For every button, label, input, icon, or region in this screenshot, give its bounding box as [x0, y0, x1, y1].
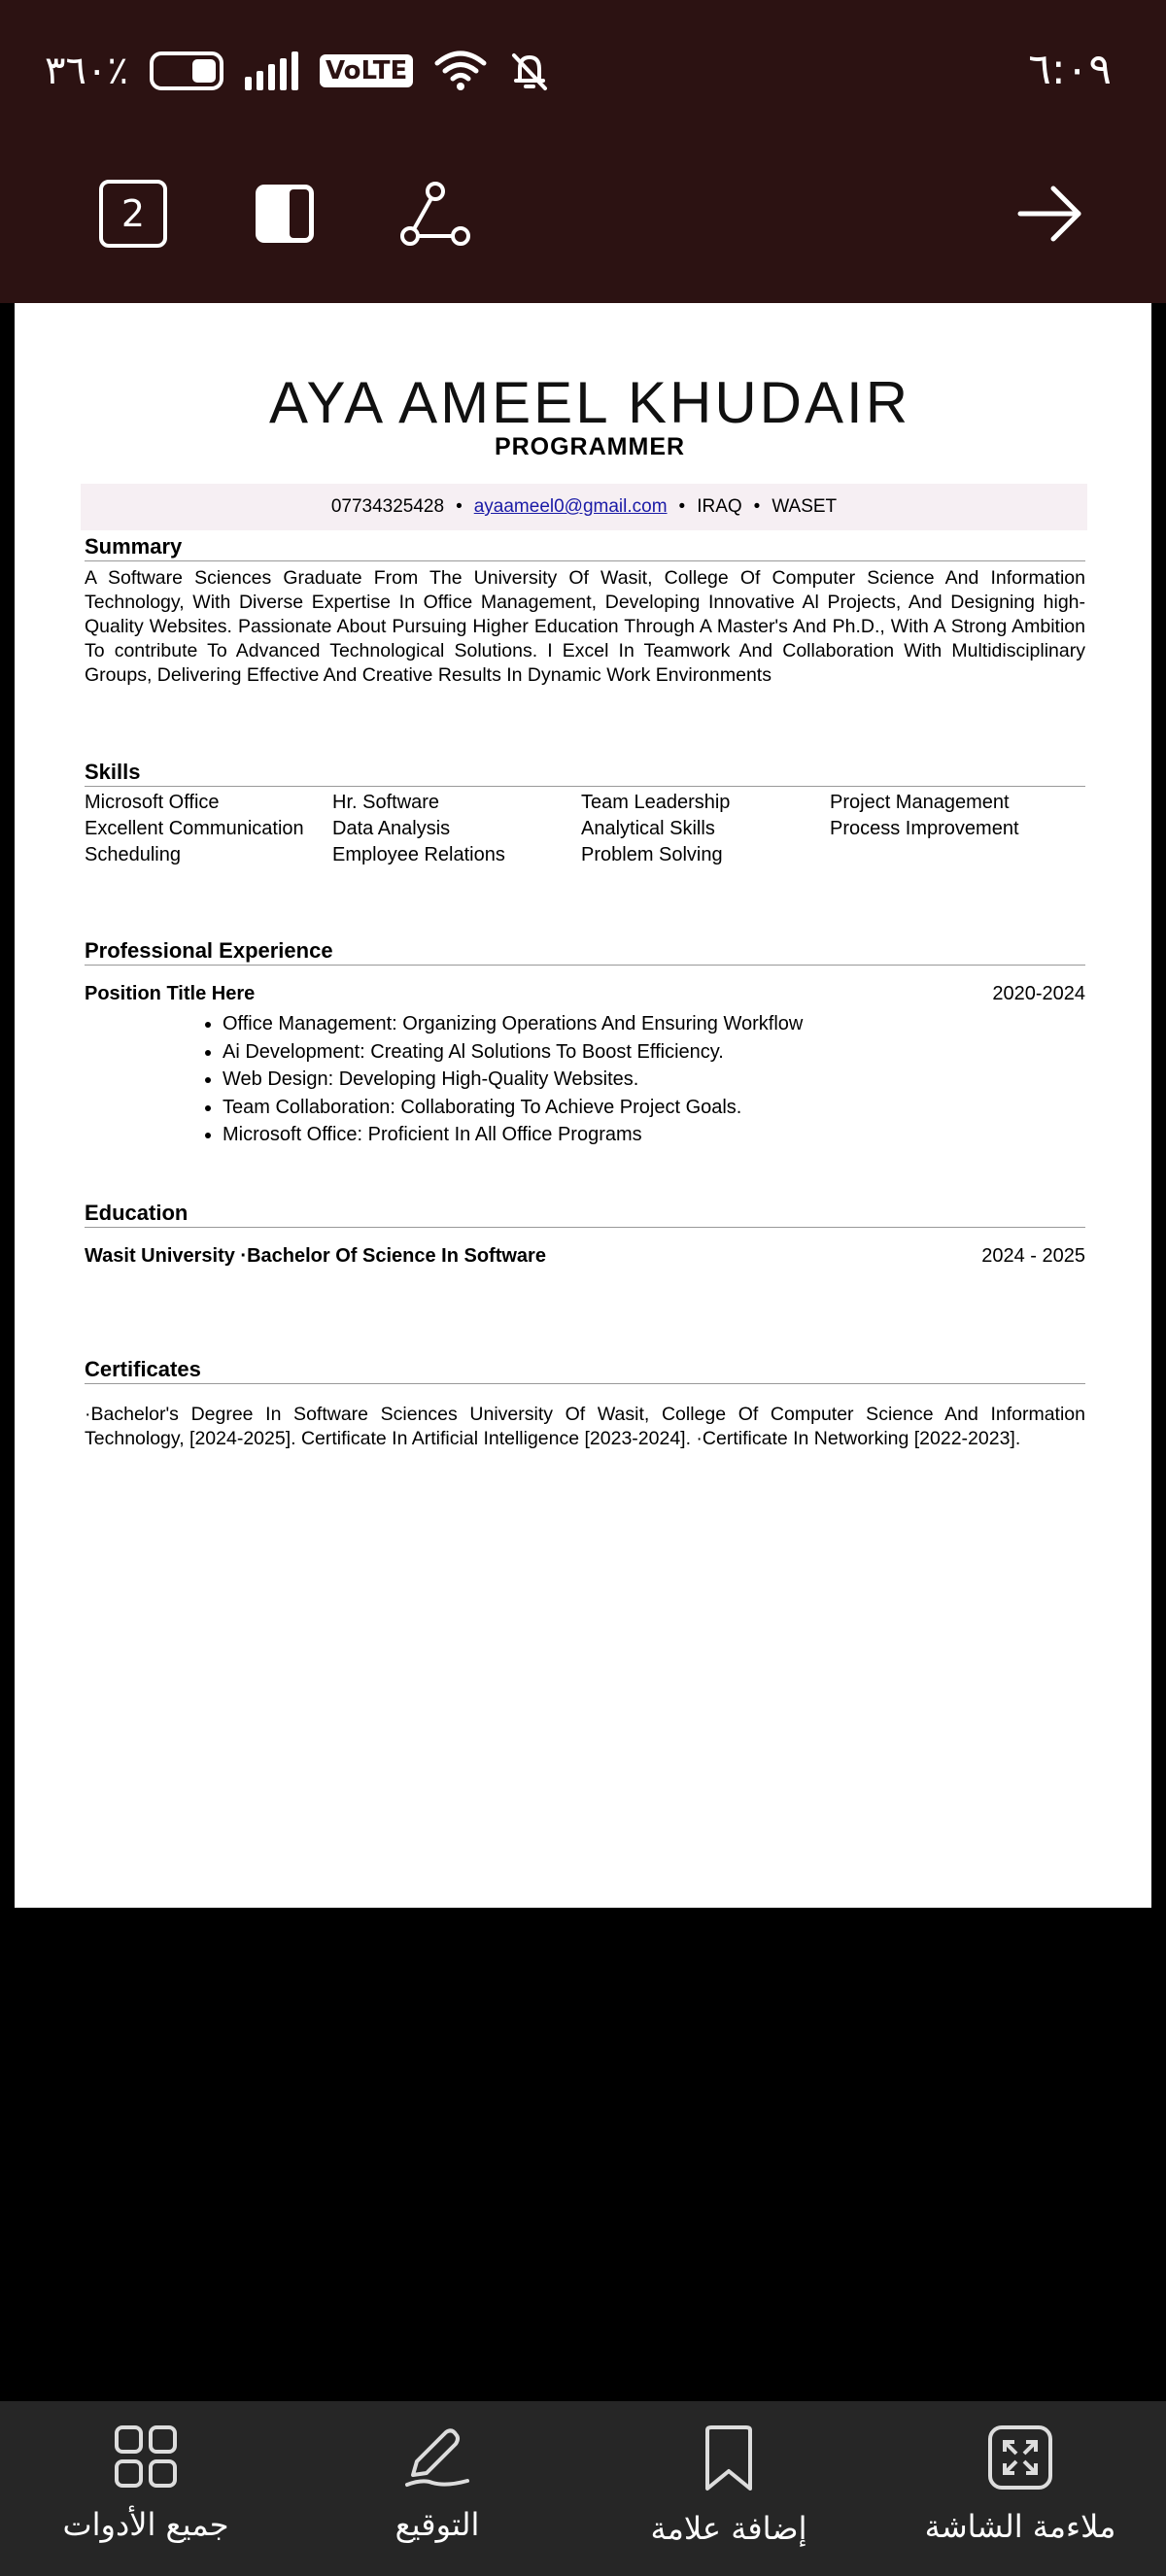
- experience-heading: Professional Experience: [85, 938, 1085, 966]
- battery-icon: [150, 51, 223, 90]
- skill-item: Problem Solving: [581, 844, 723, 865]
- contact-country: IRAQ: [697, 496, 742, 517]
- education-row: [85, 1245, 1085, 1268]
- layout-icon: [253, 182, 317, 246]
- document-toolbar: [0, 175, 1166, 253]
- contact-email-link[interactable]: ayaameel0@gmail.com: [473, 496, 668, 517]
- wifi-icon: [434, 50, 487, 92]
- top-bar: [0, 0, 1166, 303]
- clock: ٦:٠٩: [1028, 45, 1112, 94]
- experience-row: [85, 983, 1085, 1005]
- skill-item: Process Improvement: [830, 818, 1019, 839]
- page-count-icon: 2: [99, 180, 167, 248]
- education-years: 2024 - 2025: [981, 1245, 1085, 1267]
- nav-add-bookmark[interactable]: [632, 2401, 826, 2576]
- contact-bar: [81, 484, 1087, 530]
- nav-label: جميع الأدوات: [62, 2506, 229, 2543]
- forward-button[interactable]: [1014, 175, 1086, 253]
- list-item: • Office Management: Organizing Operations And Ensuring Workflow: [223, 1010, 803, 1038]
- page-count-button[interactable]: [97, 175, 169, 253]
- skill-item: Project Management: [830, 792, 1010, 813]
- skill-item: Excellent Communication: [85, 818, 304, 839]
- skill-item: Analytical Skills: [581, 818, 715, 839]
- nav-signature[interactable]: [340, 2401, 534, 2576]
- volte-badge: VoLTE: [320, 54, 413, 87]
- contact-separator: •: [678, 496, 686, 517]
- certificates-text: ·Bachelor's Degree In Software Sciences University Of Wasit, College Of Computer Science And Information Technology, [2024-2025]. Certificate In Artificial Intelligence [2023-2024]. ·Certificate In Networking [2022-2023].: [85, 1404, 1085, 1449]
- skill-item: Data Analysis: [332, 818, 451, 839]
- bottom-navigation: [0, 2401, 1166, 2576]
- fit-screen-icon: [987, 2424, 1053, 2491]
- contact-separator: •: [753, 496, 761, 517]
- list-item: • Microsoft Office: Proficient In All Office Programs: [223, 1121, 803, 1149]
- summary-text: A Software Sciences Graduate From The University Of Wasit, College Of Computer Science And Information Technology, With Diverse Expertise In Office Management, Developing Innovative Al Projects, And Designing high-Quality Websites. Passionate About Pursuing Higher Education Through A Master's And Ph.D., With A Strong Ambition To contribute To Advanced Technological Solutions. I Excel In Teamwork And Collaboration With Multidisciplinary Groups, Delivering Effective And Creative Results In Dynamic Work Environments: [85, 567, 1085, 686]
- nav-label: إضافة علامة: [650, 2510, 807, 2547]
- contact-separator: •: [456, 496, 463, 517]
- status-bar: [0, 0, 1166, 146]
- pen-icon: [403, 2424, 471, 2489]
- forward-arrow-icon: [1016, 185, 1084, 243]
- skill-item: Team Leadership: [581, 792, 731, 813]
- skill-item: Microsoft Office: [85, 792, 220, 813]
- share-button[interactable]: [398, 175, 472, 253]
- skill-item: Hr. Software: [332, 792, 440, 813]
- education-degree: Wasit University ·Bachelor Of Science In Software: [85, 1245, 546, 1267]
- skill-item: Employee Relations: [332, 844, 505, 865]
- document-page[interactable]: [15, 303, 1151, 1908]
- share-icon: [398, 180, 472, 248]
- contact-phone: 07734325428: [330, 496, 445, 517]
- bookmark-icon: [702, 2424, 756, 2492]
- battery-percentage: ٣٦٠٪: [45, 49, 128, 93]
- resume-title: PROGRAMMER: [494, 433, 686, 460]
- contact-city: WASET: [772, 496, 838, 517]
- status-left: [45, 49, 551, 93]
- mute-bell-icon: [508, 50, 551, 92]
- position-title: Position Title Here: [85, 983, 256, 1004]
- certificates-heading: Certificates: [85, 1357, 1085, 1384]
- grid-icon: [114, 2424, 178, 2489]
- nav-all-tools[interactable]: [49, 2401, 243, 2576]
- signal-icon: [245, 51, 298, 90]
- summary-heading: Summary: [85, 534, 1085, 561]
- nav-label: التوقيع: [394, 2506, 480, 2543]
- education-heading: Education: [85, 1201, 1085, 1228]
- skill-item: Scheduling: [85, 844, 181, 865]
- list-item: • Ai Development: Creating Al Solutions To Boost Efficiency.: [223, 1038, 803, 1067]
- experience-bullets: [186, 1010, 803, 1149]
- resume-name: AYA AMEEL KHUDAIR: [268, 370, 911, 435]
- layout-button[interactable]: [251, 175, 319, 253]
- list-item: • Team Collaboration: Collaborating To Achieve Project Goals.: [223, 1094, 803, 1122]
- list-item: • Web Design: Developing High-Quality Websites.: [223, 1066, 803, 1094]
- nav-fit-screen[interactable]: [913, 2401, 1127, 2576]
- skills-heading: Skills: [85, 760, 1085, 787]
- skills-grid: [85, 791, 1085, 866]
- position-years: 2020-2024: [992, 983, 1085, 1004]
- nav-label: ملاءمة الشاشة: [924, 2508, 1116, 2545]
